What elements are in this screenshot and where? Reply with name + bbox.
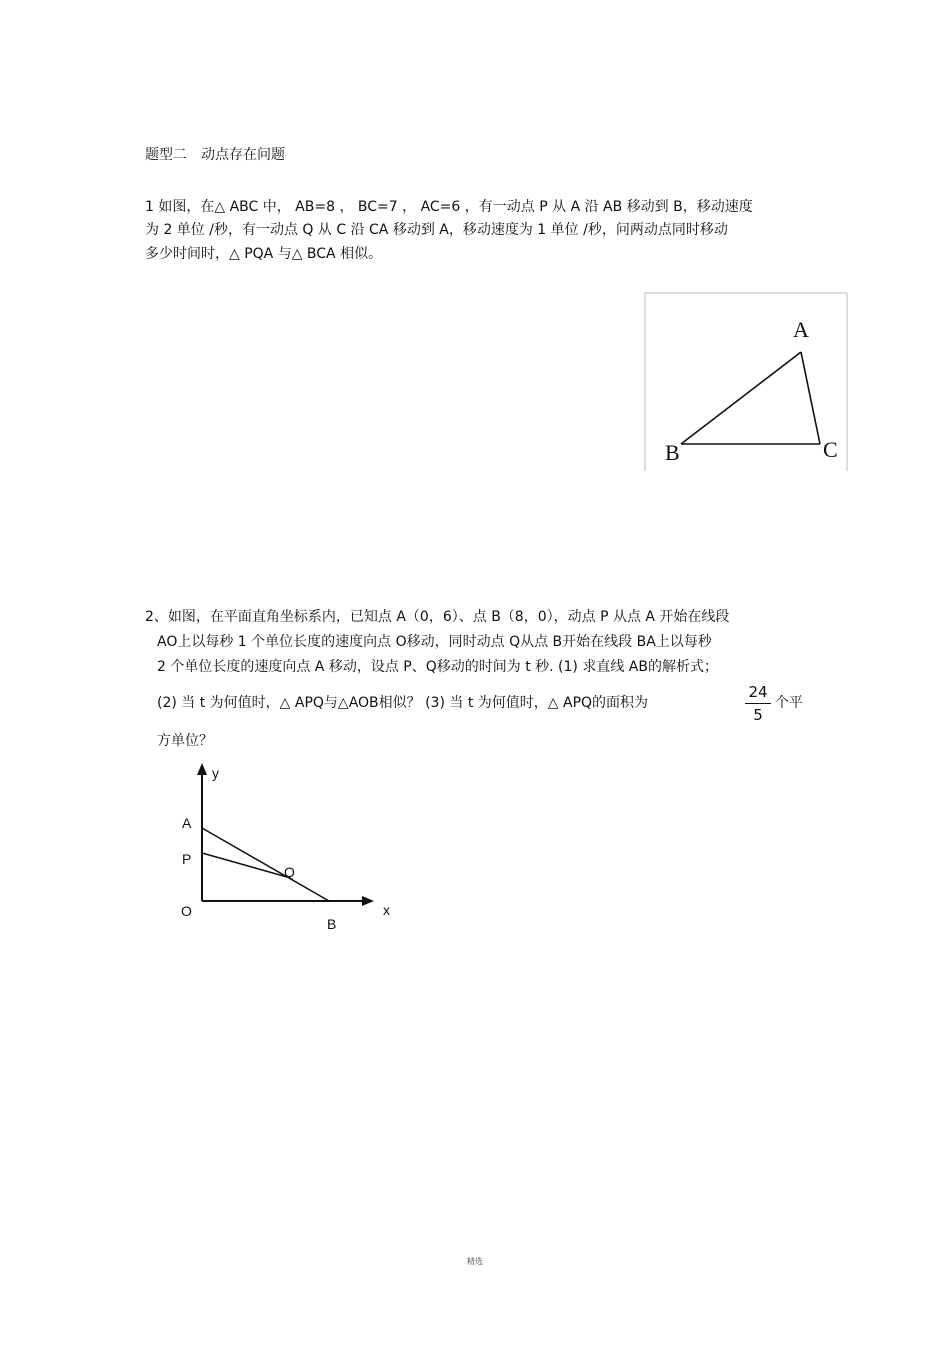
axis-y-label: y (212, 765, 219, 781)
side-ac (801, 352, 820, 444)
point-q-label: Q (284, 864, 295, 880)
segment-pq (202, 853, 287, 877)
problem-2-line-1: 2、如图，在平面直角坐标系内，已知点 A（0，6）、点 B（8，0），动点 P 从点 A 开始在线段 (145, 609, 730, 625)
problem-1-line-2: 为 2 单位 /秒，有一动点 Q 从 C 沿 CA 移动到 A，移动速度为 1 单位 /秒，问两动点同时移动 (145, 222, 728, 238)
problem-2-line-5: 方单位？ (157, 733, 213, 749)
coordinate-diagram (170, 760, 410, 940)
fraction-denominator: 5 (753, 706, 763, 724)
page-footer: 精选 (467, 1257, 483, 1266)
problem-2-line-3: 2 个单位长度的速度向点 A 移动，设点 P、Q移动的时间为 t 秒. (1) 求直线 AB的解析式； (157, 659, 718, 675)
section-title: 题型二 动点存在问题 (145, 147, 285, 163)
triangle-abc-figure (644, 292, 848, 472)
coordinate-figure (170, 760, 410, 940)
point-p-label: P (182, 851, 192, 867)
point-a-label: A (182, 815, 192, 831)
problem-2-line-4: (2) 当 t 为何值时，△ APQ与△AOB相似？ (3) 当 t 为何值时，△ APQ的面积为 (157, 695, 649, 711)
problem-1-line-3: 多少时间时，△ PQA 与△ BCA 相似。 (145, 246, 383, 262)
problem-2-line-2: AO上以每秒 1 个单位长度的速度向点 O移动，同时动点 Q从点 B开始在线段 BA上以每秒 (157, 634, 712, 650)
segment-ab (202, 828, 329, 901)
vertex-c-label: C (823, 437, 838, 462)
fraction-numerator: 24 (748, 683, 768, 701)
fraction-bar (745, 703, 771, 704)
area-fraction (745, 683, 771, 724)
triangle-abc-diagram (644, 292, 848, 472)
axis-x-label: x (383, 902, 390, 918)
problem-2-line-4-end: 个平 (775, 695, 803, 711)
x-axis-arrow-icon (362, 896, 374, 906)
vertex-b-label: B (665, 440, 680, 465)
origin-o-label: O (181, 903, 192, 919)
point-b-label: B (327, 916, 337, 932)
side-ab (681, 352, 801, 444)
problem-1-line-1: 1 如图，在△ ABC 中， AB=8 ， BC=7 ， AC=6 ，有一动点 P 从 A 沿 AB 移动到 B，移动速度 (145, 199, 753, 215)
vertex-a-label: A (793, 317, 809, 342)
y-axis-arrow-icon (197, 763, 207, 775)
